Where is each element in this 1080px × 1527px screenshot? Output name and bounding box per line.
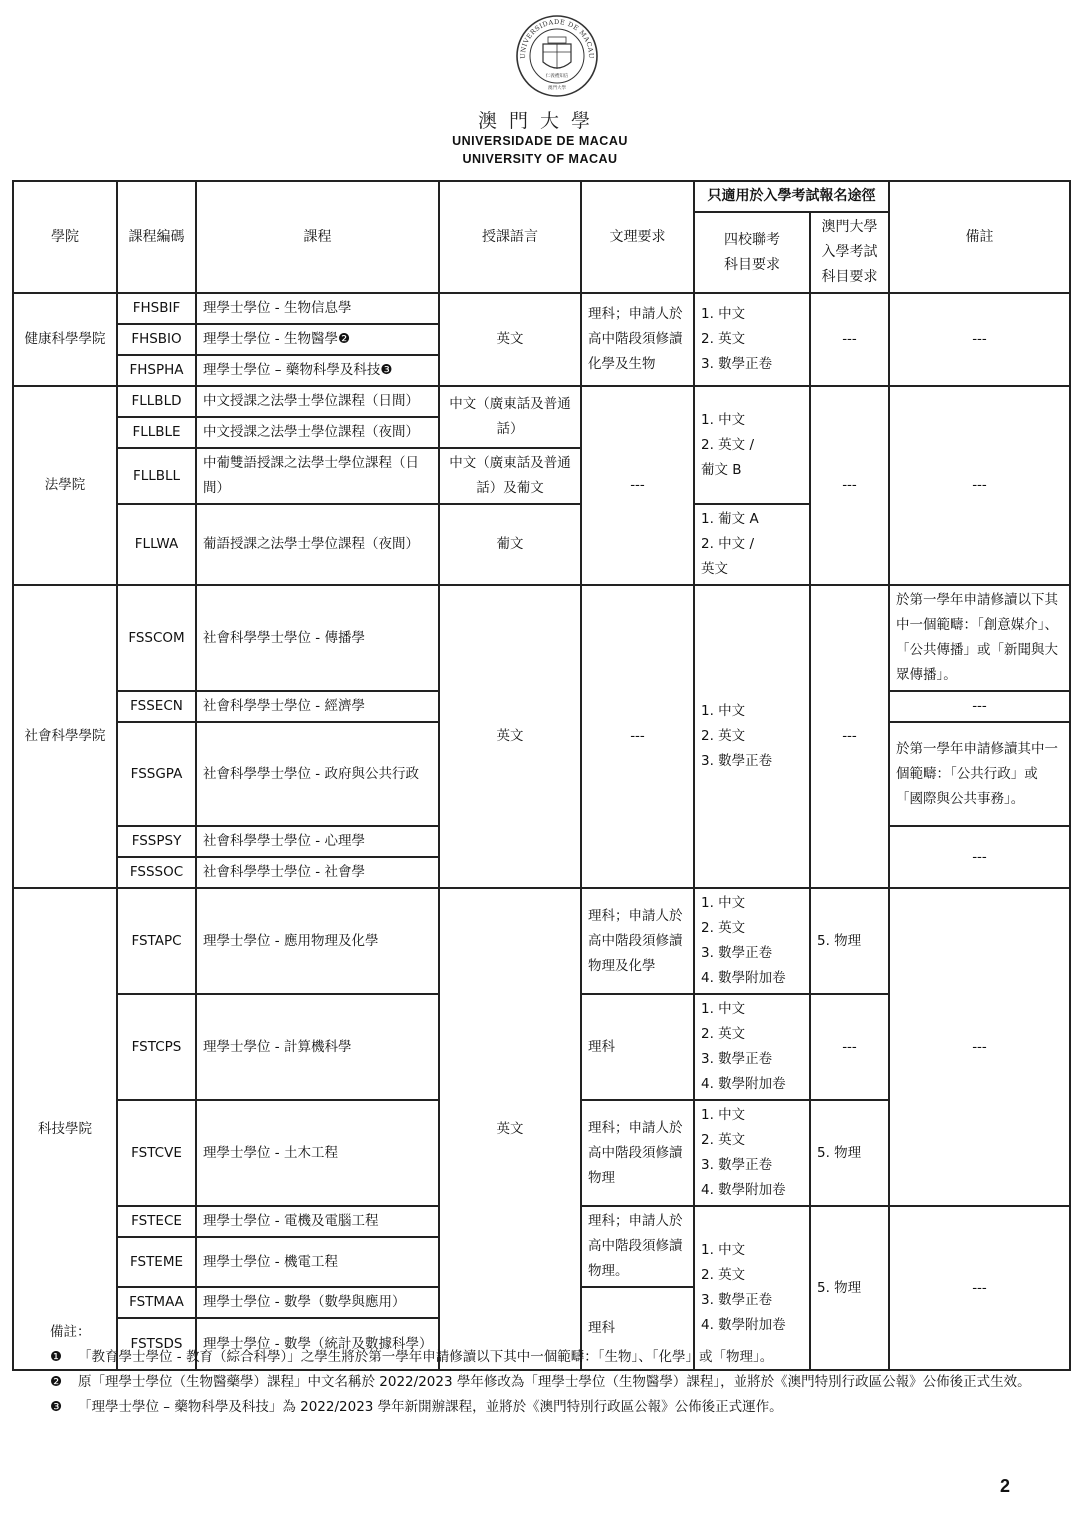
- um-exam-cell: ---: [810, 293, 889, 386]
- code-cell: FLLWA: [117, 504, 196, 585]
- header-um-line: 澳門大學: [821, 219, 878, 235]
- remarks-cell: 於第一學年申請修讀以下其中一個範疇：「創意媒介」、「公共傳播」或「新聞與大眾傳播」。: [889, 585, 1070, 691]
- jae-subject: 2. 英文: [701, 920, 746, 936]
- remarks-cell: ---: [889, 826, 1070, 888]
- stream-cell: ---: [581, 585, 694, 888]
- table-row: [13, 585, 1070, 691]
- programme-cell: 中文授課之法學士學位課程（夜間）: [196, 417, 439, 448]
- programme-cell: 理學士學位 - 生物信息學: [196, 293, 439, 324]
- jae-subject: 1. 中文: [701, 1242, 746, 1258]
- programme-cell: 社會科學學士學位 - 心理學: [196, 826, 439, 857]
- stream-cell: ---: [581, 386, 694, 585]
- jae-subject: 3. 數學正卷: [701, 1051, 773, 1067]
- programme-cell: 理學士學位 - 數學（統計及數據科學）: [196, 1318, 439, 1370]
- faculty-cell: 法學院: [13, 386, 117, 585]
- language-cell: 中文（廣東話及普通話）及葡文: [439, 448, 581, 504]
- page-number: 2: [1000, 1476, 1011, 1496]
- code-cell: FSTECE: [117, 1206, 196, 1237]
- footnote-item: [50, 1395, 1050, 1420]
- footnote-mark: ❷: [50, 1374, 63, 1390]
- university-name-chinese: 澳門大學: [477, 110, 602, 132]
- um-exam-cell: ---: [810, 386, 889, 585]
- stream-cell: 理科: [581, 994, 694, 1100]
- university-name-english: UNIVERSITY OF MACAU: [462, 152, 618, 166]
- jae-subject: 4. 數學附加卷: [701, 970, 786, 986]
- programme-cell: 社會科學學士學位 - 傳播學: [196, 585, 439, 691]
- remarks-cell: ---: [889, 691, 1070, 722]
- header-um-line: 科目要求: [821, 269, 878, 285]
- programme-cell: 理學士學位 - 計算機科學: [196, 994, 439, 1100]
- header-code: 課程編碼: [117, 181, 196, 293]
- code-cell: FSTCVE: [117, 1100, 196, 1206]
- code-cell: FLLBLL: [117, 448, 196, 504]
- remarks-cell: ---: [889, 386, 1070, 585]
- jae-cell: [694, 1100, 810, 1206]
- header-jae-line: 四校聯考: [724, 231, 780, 248]
- code-cell: FSSGPA: [117, 722, 196, 826]
- jae-subject: 1. 中文: [701, 1107, 746, 1123]
- jae-cell: [694, 386, 810, 504]
- jae-subject: 葡文 B: [701, 461, 742, 478]
- jae-subject: 2. 英文: [701, 728, 746, 744]
- remarks-cell: ---: [889, 1206, 1070, 1370]
- code-cell: FSSPSY: [117, 826, 196, 857]
- stream-cell: 理科；申請人於高中階段須修讀化學及生物: [581, 293, 694, 386]
- code-cell: FSSSOC: [117, 857, 196, 888]
- language-cell: 葡文: [439, 504, 581, 585]
- jae-cell: [694, 293, 810, 386]
- faculty-cell: 社會科學學院: [13, 585, 117, 888]
- programme-cell: 理學士學位 - 數學（數學與應用）: [196, 1287, 439, 1318]
- programme-cell: 理學士學位 - 土木工程: [196, 1100, 439, 1206]
- header-exam-group: 只適用於入學考試報名途徑: [694, 181, 889, 212]
- code-cell: FHSBIF: [117, 293, 196, 324]
- stream-cell: 理科；申請人於高中階段須修讀物理及化學: [581, 888, 694, 994]
- jae-subject: 英文: [701, 561, 728, 577]
- footnote-text: 「理學士學位 – 藥物科學及科技」為 2022/2023 學年新開辦課程，並將於《澳門特別行政區公報》公佈後正式運作。: [78, 1399, 783, 1415]
- jae-subject: 4. 數學附加卷: [701, 1076, 786, 1092]
- header-jae-line: 科目要求: [724, 256, 780, 273]
- code-cell: FSTEME: [117, 1237, 196, 1287]
- jae-subject: 1. 中文: [701, 703, 746, 719]
- seal-ring-text: UNIVERSIDADE DE MACAU: [518, 17, 596, 59]
- footnote-mark: ❸: [50, 1399, 63, 1415]
- jae-cell: [694, 994, 810, 1100]
- language-cell: 英文: [439, 888, 581, 1370]
- stream-cell: 理科；申請人於高中階段須修讀物理。: [581, 1206, 694, 1287]
- um-exam-cell: ---: [810, 585, 889, 888]
- jae-subject: 4. 數學附加卷: [701, 1182, 786, 1198]
- seal-motto: 仁義禮知信: [545, 74, 569, 79]
- programme-cell: 理學士學位 - 機電工程: [196, 1237, 439, 1287]
- jae-cell: [694, 888, 810, 994]
- table-row: [13, 888, 1070, 994]
- programme-cell: 社會科學學士學位 - 社會學: [196, 857, 439, 888]
- jae-subject: 3. 數學正卷: [701, 945, 773, 961]
- jae-subject: 3. 數學正卷: [701, 753, 773, 769]
- programme-cell: 中葡雙語授課之法學士學位課程（日間）: [196, 448, 439, 504]
- programme-cell: 理學士學位 - 電機及電腦工程: [196, 1206, 439, 1237]
- language-cell: 英文: [439, 293, 581, 386]
- remarks-cell: 於第一學年申請修讀其中一個範疇：「公共行政」或「國際與公共事務」。: [889, 722, 1070, 826]
- jae-subject: 2. 英文: [701, 1267, 746, 1283]
- code-cell: FSTMAA: [117, 1287, 196, 1318]
- um-exam-cell: 5. 物理: [810, 1206, 889, 1370]
- footnote-text: 「教育學士學位 - 教育（綜合科學）」之學生將於第一學年申請修讀以下其中一個範疇：「生物」、「化學」或「物理」。: [78, 1349, 774, 1365]
- jae-subject: 3. 數學正卷: [701, 1292, 773, 1308]
- footnote-item: [50, 1370, 1050, 1395]
- remarks-cell: ---: [889, 293, 1070, 386]
- jae-subject: 2. 英文: [701, 331, 746, 347]
- jae-subject: 1. 中文: [701, 411, 746, 428]
- code-cell: FSSECN: [117, 691, 196, 722]
- programme-cell: 理學士學位 - 應用物理及化學: [196, 888, 439, 994]
- jae-cell: [694, 504, 810, 585]
- code-cell: FLLBLD: [117, 386, 196, 417]
- faculty-cell: 健康科學學院: [13, 293, 117, 386]
- remarks-cell: ---: [889, 888, 1070, 1206]
- programme-cell: 中文授課之法學士學位課程（日間）: [196, 386, 439, 417]
- jae-subject: 2. 英文: [701, 1132, 746, 1148]
- header-language: 授課語言: [439, 181, 581, 293]
- header-um-exam: [810, 212, 889, 293]
- jae-subject: 2. 英文 /: [701, 436, 755, 453]
- jae-subject: 1. 葡文 A: [701, 511, 759, 527]
- code-cell: FSTCPS: [117, 994, 196, 1100]
- programme-cell: 理學士學位 - 生物醫學❷: [196, 324, 439, 355]
- jae-subject: 1. 中文: [701, 895, 746, 911]
- programme-cell: 理學士學位 – 藥物科學及科技❸: [196, 355, 439, 386]
- header-stream: 文理要求: [581, 181, 694, 293]
- jae-subject: 3. 數學正卷: [701, 356, 773, 372]
- programme-cell: 社會科學學士學位 - 政府與公共行政: [196, 722, 439, 826]
- jae-subject: 1. 中文: [701, 1001, 746, 1017]
- jae-subject: 2. 英文: [701, 1026, 746, 1042]
- letterhead: [0, 0, 1080, 178]
- footnote-item: [50, 1345, 1050, 1370]
- um-exam-cell: 5. 物理: [810, 888, 889, 994]
- header-programme: 課程: [196, 181, 439, 293]
- footnotes: [50, 1320, 1050, 1420]
- seal-bottom-text: 澳門大學: [548, 86, 566, 91]
- um-exam-cell: ---: [810, 994, 889, 1100]
- header-um-line: 入學考試: [821, 244, 878, 260]
- table-row: [13, 386, 1070, 417]
- stream-cell: 理科: [581, 1287, 694, 1370]
- programme-cell: 葡語授課之法學士學位課程（夜間）: [196, 504, 439, 585]
- jae-cell: [694, 585, 810, 888]
- code-cell: FSTSDS: [117, 1318, 196, 1370]
- code-cell: FHSPHA: [117, 355, 196, 386]
- header-jae: [694, 212, 810, 293]
- footnotes-title: 備註：: [50, 1324, 91, 1340]
- code-cell: FSSCOM: [117, 585, 196, 691]
- jae-subject: 1. 中文: [701, 306, 746, 322]
- jae-subject: 3. 數學正卷: [701, 1157, 773, 1173]
- stream-cell: 理科；申請人於高中階段須修讀物理: [581, 1100, 694, 1206]
- language-cell: 中文（廣東話及普通話）: [439, 386, 581, 448]
- code-cell: FLLBLE: [117, 417, 196, 448]
- jae-subject: 2. 中文 /: [701, 536, 755, 552]
- header-remarks: 備註: [889, 181, 1070, 293]
- faculty-cell: 科技學院: [13, 888, 117, 1370]
- footnote-text: 原「理學士學位（生物醫藥學）課程」中文名稱於 2022/2023 學年修改為「理學士學位（生物醫學）課程」，並將於《澳門特別行政區公報》公佈後正式生效。: [78, 1374, 1031, 1390]
- table-row: [13, 293, 1070, 324]
- language-cell: 英文: [439, 585, 581, 888]
- code-cell: FHSBIO: [117, 324, 196, 355]
- jae-subject: 4. 數學附加卷: [701, 1317, 786, 1333]
- programme-cell: 社會科學學士學位 - 經濟學: [196, 691, 439, 722]
- university-name-portuguese: UNIVERSIDADE DE MACAU: [452, 134, 628, 148]
- programme-table: [12, 180, 1069, 1352]
- university-seal-icon: [515, 14, 599, 98]
- code-cell: FSTAPC: [117, 888, 196, 994]
- header-faculty: 學院: [13, 181, 117, 293]
- um-exam-cell: 5. 物理: [810, 1100, 889, 1206]
- footnote-mark: ❶: [50, 1349, 63, 1365]
